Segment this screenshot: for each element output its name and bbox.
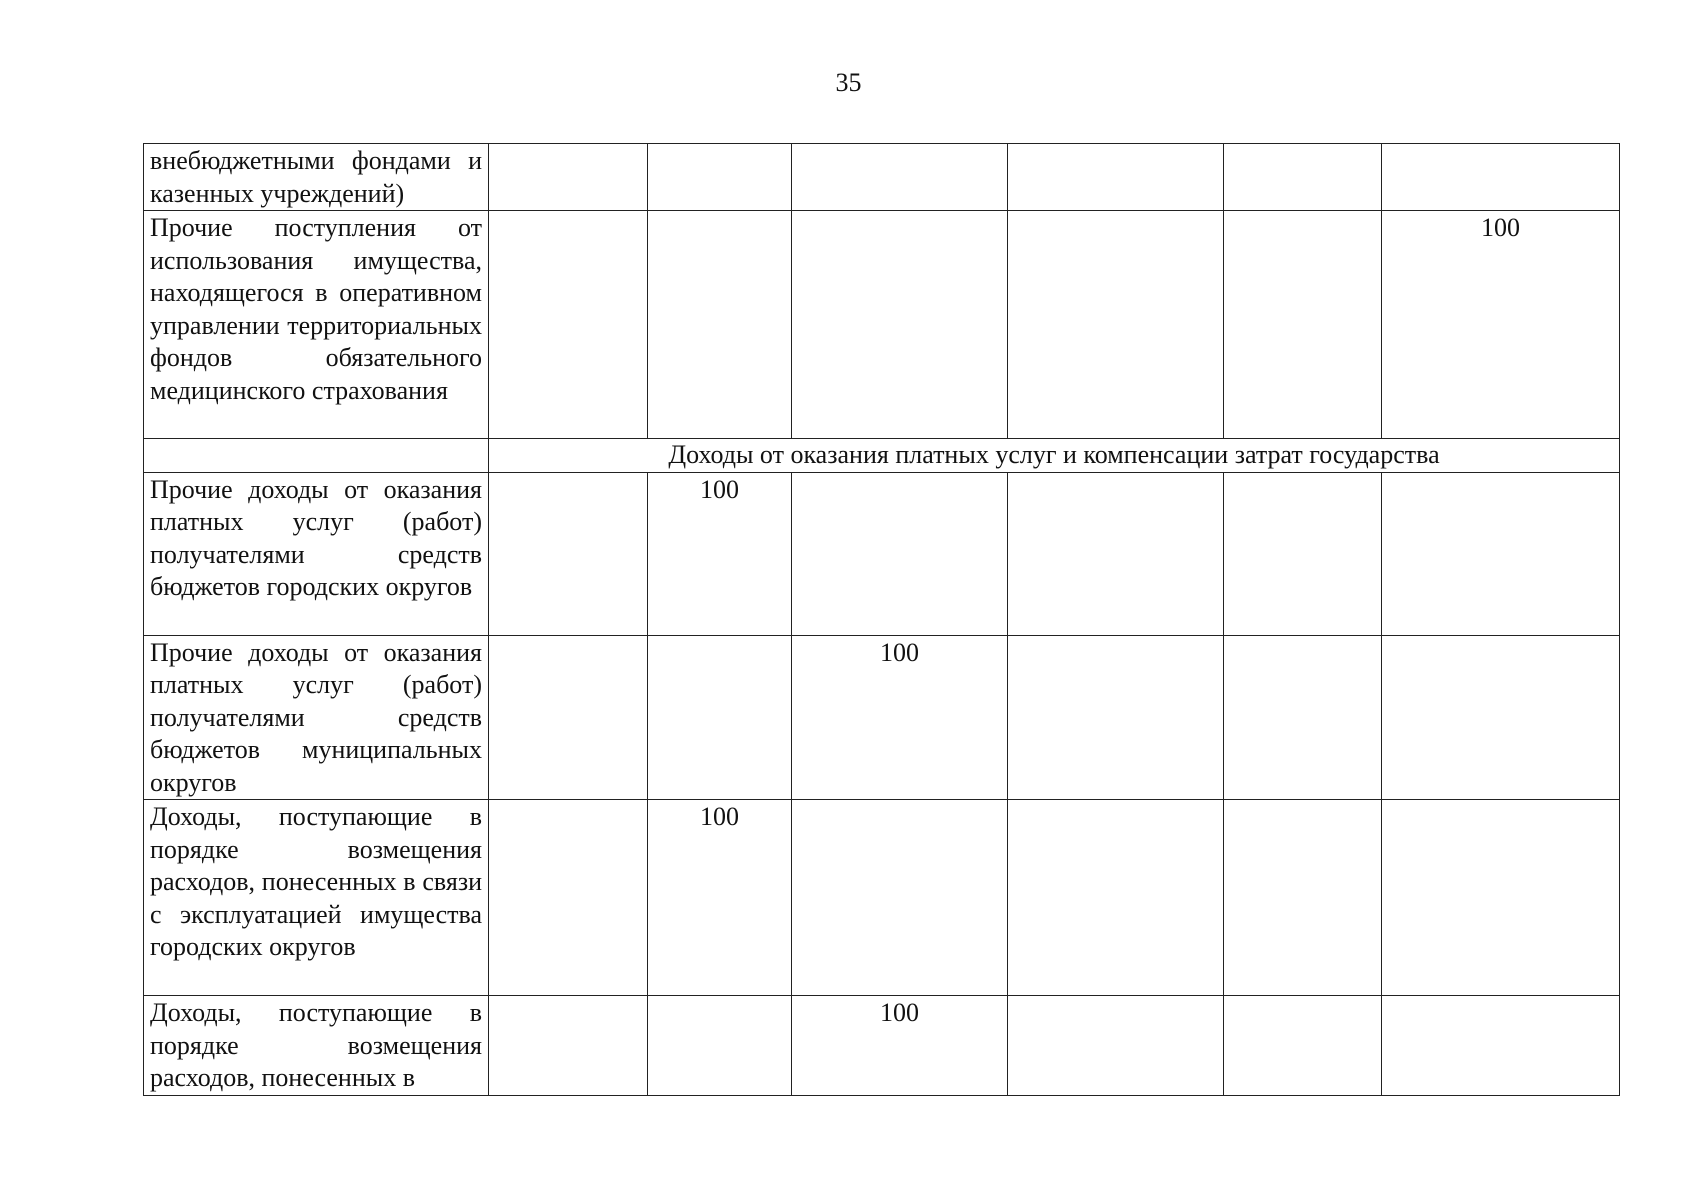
row-description: Доходы, поступающие в порядке возмещения расходов, понесенных в bbox=[144, 996, 489, 1096]
section-header-row bbox=[144, 439, 1620, 473]
value-cell bbox=[792, 211, 1008, 439]
section-header-empty-cell bbox=[144, 439, 489, 473]
page-number: 35 bbox=[835, 68, 862, 97]
value-cell: 100 bbox=[648, 472, 792, 635]
value-cell bbox=[1382, 144, 1620, 211]
value-cell bbox=[648, 635, 792, 800]
value-cell bbox=[648, 211, 792, 439]
row-description: Прочие доходы от оказания платных услуг (работ) получателями средств бюджетов городских округов bbox=[144, 472, 489, 635]
value-cell: 100 bbox=[792, 635, 1008, 800]
value-cell bbox=[489, 211, 648, 439]
table-row bbox=[144, 144, 1620, 211]
value-cell bbox=[648, 144, 792, 211]
section-header: Доходы от оказания платных услуг и компенсации затрат государства bbox=[489, 439, 1620, 473]
value-cell bbox=[489, 800, 648, 996]
value-cell bbox=[1224, 996, 1382, 1096]
value-cell bbox=[1382, 996, 1620, 1096]
value-cell bbox=[1224, 472, 1382, 635]
value-cell bbox=[1008, 996, 1224, 1096]
value-cell bbox=[1382, 800, 1620, 996]
value-cell bbox=[1224, 800, 1382, 996]
value-cell bbox=[792, 472, 1008, 635]
value-cell bbox=[792, 144, 1008, 211]
table-row bbox=[144, 635, 1620, 800]
value-cell bbox=[1224, 144, 1382, 211]
revenue-distribution-table bbox=[143, 143, 1620, 1096]
value-cell bbox=[489, 472, 648, 635]
value-cell bbox=[489, 635, 648, 800]
value-cell bbox=[1008, 472, 1224, 635]
value-cell bbox=[1224, 635, 1382, 800]
value-cell: 100 bbox=[648, 800, 792, 996]
table-row bbox=[144, 800, 1620, 996]
value-cell bbox=[648, 996, 792, 1096]
table-row bbox=[144, 472, 1620, 635]
value-cell bbox=[489, 996, 648, 1096]
value-cell bbox=[1008, 800, 1224, 996]
value-cell: 100 bbox=[792, 996, 1008, 1096]
value-cell: 100 bbox=[1382, 211, 1620, 439]
row-description: Прочие поступления от использования имущества, находящегося в оперативном управлении территориальных фондов обязательного медицинского страхования bbox=[144, 211, 489, 439]
value-cell bbox=[1382, 635, 1620, 800]
table-row bbox=[144, 211, 1620, 439]
value-cell bbox=[792, 800, 1008, 996]
value-cell bbox=[1008, 144, 1224, 211]
table-row bbox=[144, 996, 1620, 1096]
value-cell bbox=[1008, 211, 1224, 439]
row-description: внебюджетными фондами и казенных учреждений) bbox=[144, 144, 489, 211]
value-cell bbox=[1382, 472, 1620, 635]
row-description: Прочие доходы от оказания платных услуг (работ) получателями средств бюджетов муниципальных округов bbox=[144, 635, 489, 800]
value-cell bbox=[1224, 211, 1382, 439]
row-description: Доходы, поступающие в порядке возмещения расходов, понесенных в связи с эксплуатацией имущества городских округов bbox=[144, 800, 489, 996]
value-cell bbox=[1008, 635, 1224, 800]
value-cell bbox=[489, 144, 648, 211]
